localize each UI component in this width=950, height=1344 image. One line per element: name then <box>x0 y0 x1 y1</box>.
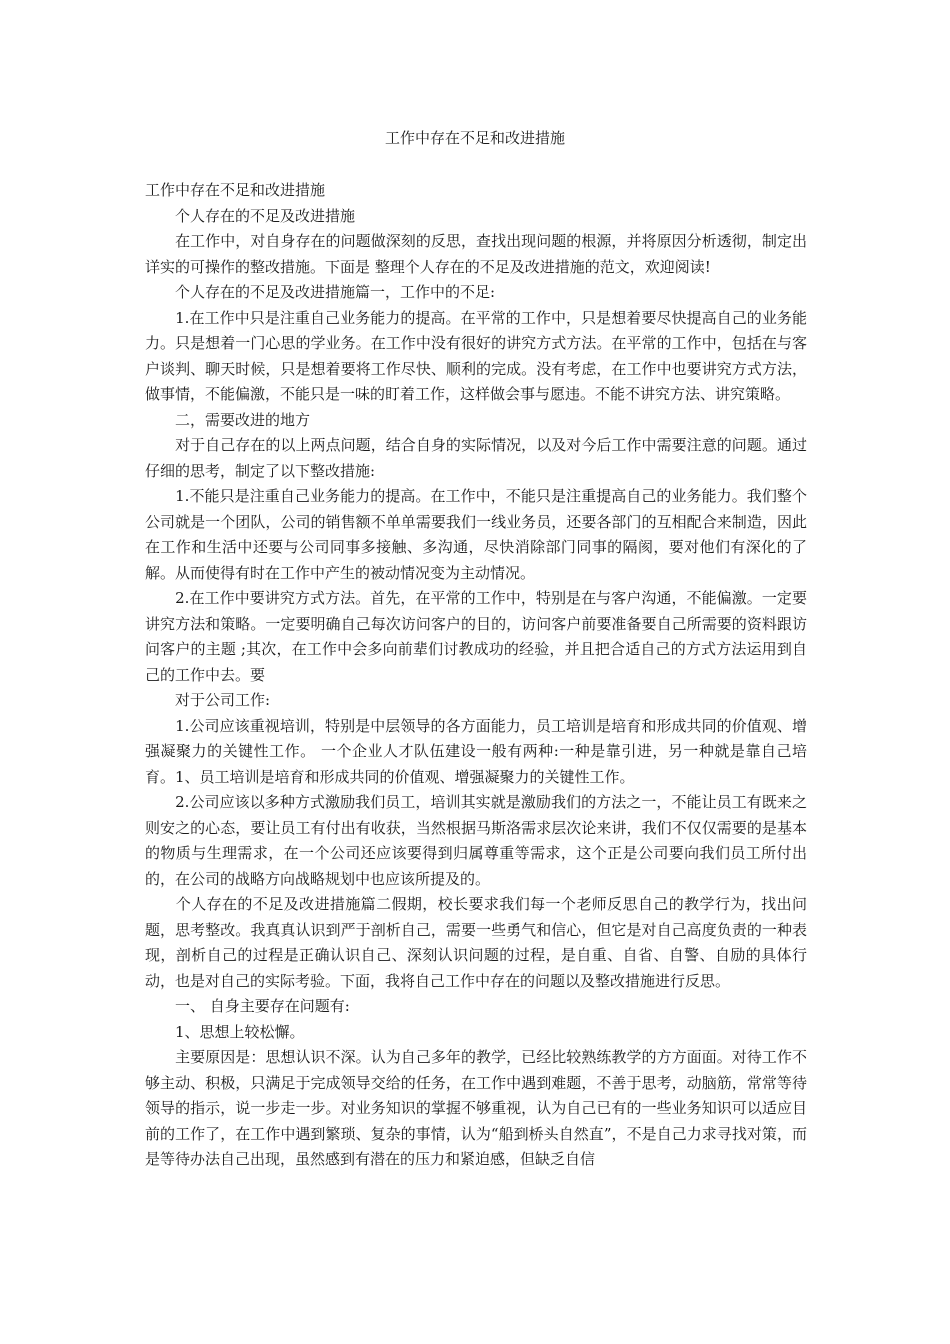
paragraph: 1.公司应该重视培训，特别是中层领导的各方面能力，员工培训是培育和形成共同的价值观、增强凝聚力的关键性工作。 一个企业人才队伍建设一般有两种:一种是靠引进，另一种就是靠自己培育。1、员工培训是培育和形成共同的价值观、增强凝聚力的关键性工作。 <box>145 716 807 786</box>
paragraph: 1.不能只是注重自己业务能力的提高。在工作中，不能只是注重提高自己的业务能力。我们整个公司就是一个团队，公司的销售额不单单需要我们一线业务员，还要各部门的互相配合来制造，因此在工作和生活中还要与公司同事多接触、多沟通，尽快消除部门同事的隔阂，要对他们有深化的了解。从而使得有时在工作中产生的被动情况变为主动情况。 <box>145 487 807 582</box>
paragraph: 个人存在的不足及改进措施篇二假期，校长要求我们每一个老师反思自己的教学行为，找出问题，思考整改。我真真认识到严于剖析自己，需要一些勇气和信心，但它是对自己高度负责的一种表现，剖析自己的过程是正确认识自己、深刻认识问题的过程，是自重、自省、自警、自励的具体行动，也是对自己的实际考验。下面，我将自己工作中存在的问题以及整改措施进行反思。 <box>145 895 807 990</box>
paragraph: 工作中存在不足和改进措施 <box>145 181 326 199</box>
paragraph: 二，需要改进的地方 <box>145 410 311 429</box>
paragraph: 个人存在的不足及改进措施篇一，工作中的不足: <box>145 283 496 301</box>
paragraph: 2.公司应该以多种方式激励我们员工，培训其实就是激励我们的方法之一，不能让员工有既来之则安之的心态，要让员工有付出有收获，当然根据马斯洛需求层次论来讲，我们不仅仅需要的是基本的物质与生理需求，在一个公司还应该要得到归属尊重等需求，这个正是公司要向我们员工所付出的，在公司的战略方向战略规划中也应该所提及的。 <box>145 793 807 888</box>
paragraph: 对于自己存在的以上两点问题，结合自身的实际情况，以及对今后工作中需要注意的问题。通过仔细的思考，制定了以下整改措施: <box>145 436 807 480</box>
paragraph: 对于公司工作: <box>145 691 271 709</box>
paragraph: 在工作中，对自身存在的问题做深刻的反思，查找出现问题的根源，并将原因分析透彻，制定出详实的可操作的整改措施。下面是 整理个人存在的不足及改进措施的范文，欢迎阅读! <box>145 232 807 276</box>
paragraph: 1.在工作中只是注重自己业务能力的提高。在平常的工作中，只是想着要尽快提高自己的业务能力。只是想着一门心思的学业务。在工作中没有很好的讲究方式方法。在平常的工作中，包括在与客户谈判、聊天时候，只是想着要将工作尽快、顺利的完成。没有考虑，在工作中也要讲究方式方法，做事情，不能偏激，不能只是一味的盯着工作，这样做会事与愿违。不能不讲究方法、讲究策略。 <box>145 308 807 403</box>
paragraph: 2.在工作中要讲究方式方法。首先，在平常的工作中，特别是在与客户沟通，不能偏激。一定要讲究方法和策略。一定要明确自己每次访问客户的目的，访问客户前要准备要自己所需要的资料跟访问客户的主题 ;其次，在工作中会多向前辈们讨教成功的经验，并且把合适自己的方式方法运用到自己的工作中去。要 <box>145 589 807 684</box>
document-body <box>145 178 807 1173</box>
paragraph: 一、 自身主要存在问题有: <box>145 997 350 1015</box>
document-title: 工作中存在不足和改进措施 <box>384 129 565 147</box>
paragraph: 1、思想上较松懈。 <box>145 1022 305 1041</box>
paragraph: 主要原因是：思想认识不深。认为自己多年的教学，已经比较熟练教学的方方面面。对待工作不够主动、积极，只满足于完成领导交给的任务，在工作中遇到难题，不善于思考，动脑筋，常常等待领导的指示，说一步走一步。对业务知识的掌握不够重视，认为自己已有的一些业务知识可以适应目前的工作了，在工作中遇到繁琐、复杂的事情，认为“船到桥头自然直”，不是自己力求寻找对策，而是等待办法自己出现，虽然感到有潜在的压力和紧迫感，但缺乏自信 <box>145 1048 807 1168</box>
paragraph: 个人存在的不足及改进措施 <box>145 206 356 225</box>
